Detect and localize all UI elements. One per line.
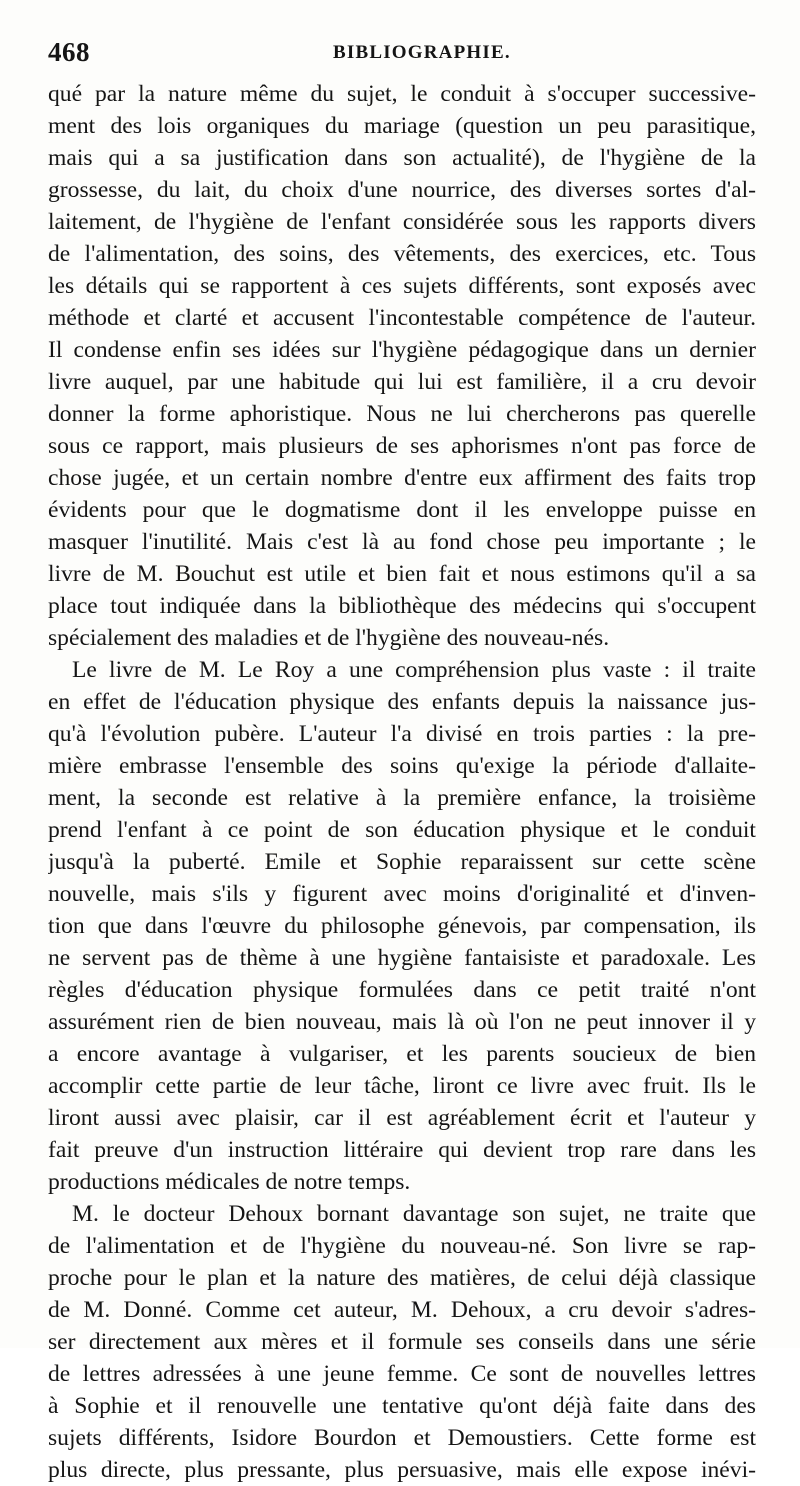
paragraph-first-line: Le livre de M. Le Roy a une compréhension plus vaste : il traite bbox=[72, 657, 756, 683]
page-number: 468 bbox=[48, 37, 90, 67]
text-line: grossesse, du lait, du choix d'une nourrice, des diverses sortes d'al- bbox=[48, 177, 756, 203]
text-line: qu'à l'évolution pubère. L'auteur l'a divisé en trois parties : la pre- bbox=[48, 721, 756, 747]
text-line: liront aussi avec plaisir, car il est agréablement écrit et l'auteur y bbox=[48, 1105, 756, 1131]
text-line: assurément rien de bien nouveau, mais là où l'on ne peut innover il y bbox=[48, 1009, 756, 1035]
text-line: prend l'enfant à ce point de son éducation physique et le conduit bbox=[48, 817, 756, 843]
text-line: sous ce rapport, mais plusieurs de ses aphorismes n'ont pas force de bbox=[48, 433, 756, 459]
text-line: livre auquel, par une habitude qui lui est familière, il a cru devoir bbox=[48, 369, 756, 395]
text-line: ne servent pas de thème à une hygiène fantaisiste et paradoxale. Les bbox=[48, 945, 756, 971]
text-line: mais qui a sa justification dans son actualité), de l'hygiène de la bbox=[48, 145, 756, 171]
text-line: en effet de l'éducation physique des enfants depuis la naissance jus- bbox=[48, 689, 756, 715]
text-line: fait preuve d'un instruction littéraire qui devient trop rare dans les bbox=[48, 1137, 756, 1163]
paragraph-last-line: productions médicales de notre temps. bbox=[48, 1169, 411, 1195]
text-line: de M. Donné. Comme cet auteur, M. Dehoux, a cru devoir s'adres- bbox=[48, 1297, 756, 1323]
text-line: mière embrasse l'ensemble des soins qu'exige la période d'allaite- bbox=[48, 753, 756, 779]
text-line: sujets différents, Isidore Bourdon et Demoustiers. Cette forme est bbox=[48, 1425, 756, 1451]
text-line: de lettres adressées à une jeune femme. Ce sont de nouvelles lettres bbox=[48, 1361, 756, 1387]
text-line: livre de M. Bouchut est utile et bien fait et nous estimons qu'il a sa bbox=[48, 561, 756, 587]
text-line: masquer l'inutilité. Mais c'est là au fond chose peu importante ; le bbox=[48, 529, 756, 555]
text-line: de l'alimentation et de l'hygiène du nouveau-né. Son livre se rap- bbox=[48, 1233, 756, 1259]
paragraph-first-line: M. le docteur Dehoux bornant davantage son sujet, ne traite que bbox=[72, 1201, 756, 1227]
text-line: jusqu'à la puberté. Emile et Sophie reparaissent sur cette scène bbox=[48, 849, 756, 875]
text-line: règles d'éducation physique formulées dans ce petit traité n'ont bbox=[48, 977, 756, 1003]
text-line: chose jugée, et un certain nombre d'entre eux affirment des faits trop bbox=[48, 465, 756, 491]
page-header bbox=[48, 36, 755, 68]
text-line: plus directe, plus pressante, plus persuasive, mais elle expose inévi- bbox=[48, 1457, 756, 1483]
text-line: laitement, de l'hygiène de l'enfant considérée sous les rapports divers bbox=[48, 209, 756, 235]
text-line: Il condense enfin ses idées sur l'hygiène pédagogique dans un dernier bbox=[48, 337, 756, 363]
text-line: méthode et clarté et accusent l'incontestable compétence de l'auteur. bbox=[48, 305, 756, 331]
text-line: tion que dans l'œuvre du philosophe génevois, par compensation, ils bbox=[48, 913, 756, 939]
text-line: évidents pour que le dogmatisme dont il les enveloppe puisse en bbox=[48, 497, 756, 523]
text-line: nouvelle, mais s'ils y figurent avec moins d'originalité et d'inven- bbox=[48, 881, 756, 907]
running-head: BIBLIOGRAPHIE. bbox=[333, 42, 511, 63]
text-line: donner la forme aphoristique. Nous ne lui chercherons pas querelle bbox=[48, 401, 756, 427]
body-text bbox=[48, 78, 756, 1486]
text-line: ment des lois organiques du mariage (question un peu parasitique, bbox=[48, 113, 756, 139]
text-line: place tout indiquée dans la bibliothèque des médecins qui s'occupent bbox=[48, 593, 756, 619]
text-line: proche pour le plan et la nature des matières, de celui déjà classique bbox=[48, 1265, 756, 1291]
text-line: à Sophie et il renouvelle une tentative qu'ont déjà faite dans des bbox=[48, 1393, 756, 1419]
text-line: accomplir cette partie de leur tâche, liront ce livre avec fruit. Ils le bbox=[48, 1073, 756, 1099]
text-line: a encore avantage à vulgariser, et les parents soucieux de bien bbox=[48, 1041, 756, 1067]
text-line: ser directement aux mères et il formule ses conseils dans une série bbox=[48, 1329, 756, 1355]
text-line: ment, la seconde est relative à la première enfance, la troisième bbox=[48, 785, 756, 811]
text-line: de l'alimentation, des soins, des vêtements, des exercices, etc. Tous bbox=[48, 241, 756, 267]
text-line: les détails qui se rapportent à ces sujets différents, sont exposés avec bbox=[48, 273, 756, 299]
paragraph-last-line: spécialement des maladies et de l'hygiène des nouveau-nés. bbox=[48, 625, 610, 651]
text-line: qué par la nature même du sujet, le conduit à s'occuper successive- bbox=[48, 81, 756, 107]
